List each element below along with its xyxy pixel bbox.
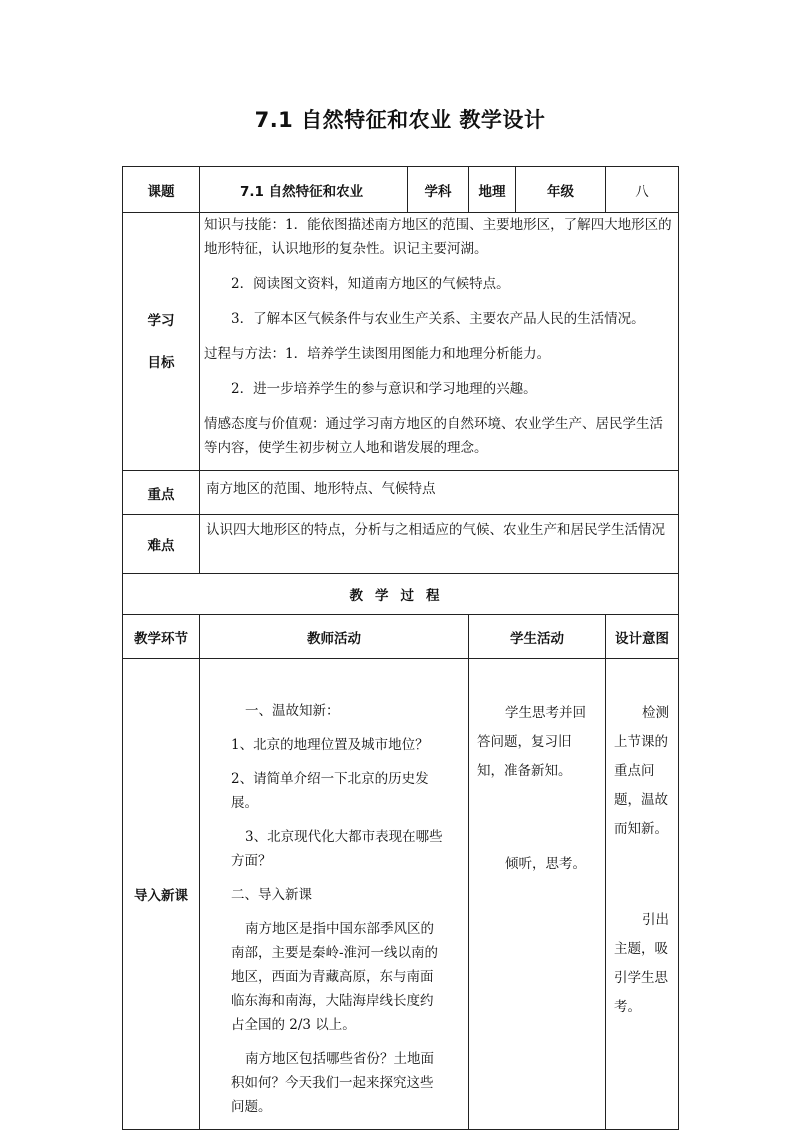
objectives-row — [123, 213, 679, 471]
teacher-line: 3、北京现代化大都市表现在哪些方面？ — [231, 829, 443, 869]
teacher-line: 二、导入新课 — [231, 887, 312, 903]
header-teacher: 教师活动 — [200, 615, 469, 659]
teacher-line: 1、北京的地理位置及城市地位？ — [231, 737, 429, 753]
difficulties-text: 认识四大地形区的特点，分析与之相适应的气候、农业生产和居民学生活情况 — [200, 515, 679, 574]
objective-line: 知识与技能：1．能依图描述南方地区的范围、主要地形区，了解四大地形区的地形特征，认识地形的复杂性。识记主要河湖。 — [204, 217, 672, 257]
intent-line: 检测上节课的重点问题，温故而知新。 — [614, 705, 669, 837]
student-line: 倾听，思考。 — [505, 856, 586, 872]
teacher-line: 南方地区包括哪些省份？土地面积如何？今天我们一起来探究这些问题。 — [231, 1051, 434, 1115]
topic-value: 7.1 自然特征和农业 — [200, 167, 408, 213]
objective-line: 过程与方法：1．培养学生读图用图能力和地理分析能力。 — [204, 346, 551, 362]
student-activity — [469, 659, 606, 1130]
difficulties-label: 难点 — [123, 515, 200, 574]
grade-label: 年级 — [516, 167, 606, 213]
student-line: 学生思考并回答问题，复习旧知，准备新知。 — [477, 705, 586, 779]
teacher-line: 一、温故知新： — [245, 703, 340, 719]
objective-line: 情感态度与价值观：通过学习南方地区的自然环境、农业学生产、居民学生活等内容，使学生初步树立人地和谐发展的理念。 — [204, 416, 663, 456]
page-title: 7.1 自然特征和农业 教学设计 — [254, 108, 546, 132]
teacher-line: 2、请简单介绍一下北京的历史发展。 — [231, 771, 429, 811]
objective-line: 2．阅读图文资料，知道南方地区的气候特点。 — [231, 276, 510, 292]
subject-value: 地理 — [469, 167, 516, 213]
spacer — [477, 786, 597, 850]
objectives-content — [200, 213, 679, 471]
key-points-label: 重点 — [123, 471, 200, 515]
grade-value: 八 — [606, 167, 679, 213]
objectives-label — [123, 213, 200, 471]
intent-line: 引出主题，吸引学生思考。 — [614, 912, 669, 1015]
design-intent — [606, 659, 679, 1130]
info-row — [123, 167, 679, 213]
process-heading: 教学过程 — [123, 574, 679, 615]
teacher-line: 南方地区是指中国东部季风区的南部，主要是秦岭-淮河一线以南的地区，西面为青藏高原，东与南面临东海和南海，大陆海岸线长度约占全国的 2/3 以上。 — [231, 921, 439, 1033]
teacher-activity — [200, 659, 469, 1130]
header-stage: 教学环节 — [123, 615, 200, 659]
subject-label: 学科 — [408, 167, 469, 213]
process-header-row — [123, 615, 679, 659]
stage-name: 导入新课 — [123, 659, 200, 1130]
key-points-text: 南方地区的范围、地形特点、气候特点 — [200, 471, 679, 515]
objectives-label-line1: 学习 — [147, 312, 175, 329]
objective-line: 3．了解本区气候条件与农业生产关系、主要农产品人民的生活情况。 — [231, 311, 645, 327]
process-row — [123, 659, 679, 1130]
key-points-row — [123, 471, 679, 515]
lesson-plan-table — [122, 166, 679, 1130]
objectives-label-line2: 目标 — [147, 354, 175, 371]
process-heading-row — [123, 574, 679, 615]
header-intent: 设计意图 — [606, 615, 679, 659]
header-student: 学生活动 — [469, 615, 606, 659]
objective-line: 2．进一步培养学生的参与意识和学习地理的兴趣。 — [231, 381, 537, 397]
spacer — [614, 844, 670, 906]
topic-label: 课题 — [123, 167, 200, 213]
difficulties-row — [123, 515, 679, 574]
